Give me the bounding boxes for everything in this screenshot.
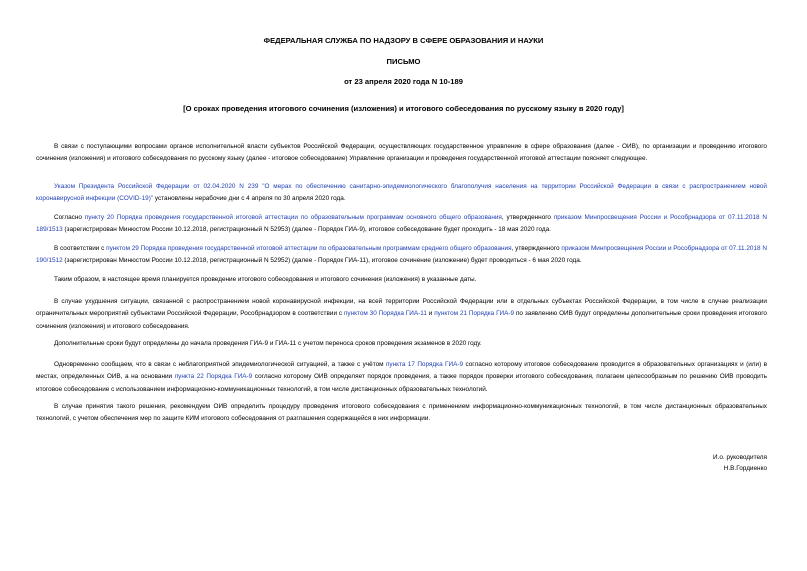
signatory-name: Н.В.Гордиенко: [723, 465, 767, 472]
order-190-1512-link[interactable]: приказом Минпросвещения России и Рособрнадзора от 07.11.2018 N 190/1512: [36, 245, 767, 265]
paragraph-4-text-b: , утвержденного: [511, 245, 562, 252]
paragraph-8: [36, 359, 767, 396]
document-date-number: от 23 апреля 2020 года N 10-189: [344, 77, 463, 86]
gia9-clause-22-link[interactable]: пункта 22 Порядка ГИА-9: [174, 373, 253, 381]
paragraph-8-text-c: согласно которому ОИВ определяет порядок проведения, а также порядок проверки итогового собеседования, полагаем целесообразным по решению ОИВ проводить итоговое собеседование с использованием информационно-коммуникационных технологий, в том числе дистанционных образовательных технологий.: [36, 373, 767, 393]
gia9-clause-20-link[interactable]: пункту 20 Порядка проведения государственной итоговой аттестации по образовательным программам основного общего образования: [84, 214, 502, 221]
order-189-1513-link[interactable]: приказом Минпросвещения России и Рособрнадзора от 07.11.2018 N 189/1513: [36, 214, 767, 234]
paragraph-1: В связи с поступающими вопросами органов исполнительной власти субъектов Российской Федерации, осуществляющих государственное управление в сфере образования (далее - ОИВ), по организации и проведению итогового сочинения (изложения) и итогового собеседования по русскому языку (далее - итоговое собеседование) Управление организации и проведения государственной итоговой аттестации поясняет следующее.: [36, 143, 767, 163]
document-type: ПИСЬМО: [386, 57, 421, 66]
signatory-title: И.о. руководителя: [713, 454, 767, 461]
paragraph-3-text-c: (зарегистрирован Минюстом России 10.12.2018, регистрационный N 52953) (далее - Порядок ГИА-9), итоговое собеседование будет проходить - 18 мая 2020 года.: [62, 226, 551, 234]
paragraph-3-text-a: Согласно: [54, 214, 85, 221]
paragraph-7: Дополнительные сроки будут определены до начала проведения ГИА-9 и ГИА-11 с учетом переноса сроков проведения экзаменов в 2020 году.: [54, 340, 482, 347]
paragraph-6-text-b: и: [426, 310, 435, 318]
paragraph-6: [36, 296, 767, 333]
paragraph-4-text-a: В соответствии с: [54, 245, 107, 252]
paragraph-8-text-b: согласно которому итоговое собеседование проводится в образовательных организациях и (или) в местах, определенных ОИВ, а на основании: [36, 361, 767, 381]
paragraph-6-text-c: по заявлению ОИВ будут определены дополнительные сроки проведения итогового сочинения (изложения) и итогового собеседования.: [36, 310, 767, 330]
paragraph-2-text: установлены нерабочие дни с 4 апреля по 30 апреля 2020 года.: [153, 195, 346, 203]
paragraph-2: [36, 181, 767, 206]
paragraph-8-text-a: Одновременно сообщаем, что в связи с неблагоприятной эпидемиологической ситуацией, а также с учётом: [54, 361, 386, 368]
paragraph-3-text-b: , утвержденного: [501, 214, 554, 221]
paragraph-4: [36, 243, 767, 268]
agency-name: ФЕДЕРАЛЬНАЯ СЛУЖБА ПО НАДЗОРУ В СФЕРЕ ОБРАЗОВАНИЯ И НАУКИ: [263, 36, 544, 45]
paragraph-9: В случае принятия такого решения, рекомендуем ОИВ определить процедуру проведения итогового собеседования с применением информационно-коммуникационных технологий, в том числе дистанционных образовательных технологий, с учетом обеспечения мер по защите КИМ итогового собеседования от разглашения содержащейся в них информации.: [36, 403, 767, 423]
paragraph-6-text-a: В случае ухудшения ситуации, связанной с распространением новой коронавирусной инфекции, на всей территории Российской Федерации или в отдельных субъектах Российской Федерации, в том числе в случае реализации ограничительных мероприятий субъектами Российской Федерации, Рособрнадзором в соответствии с: [36, 298, 767, 318]
gia9-clause-17-link[interactable]: пункта 17 Порядка ГИА-9: [385, 361, 464, 368]
gia11-clause-29-link[interactable]: пунктом 29 Порядка проведения государственной итоговой аттестации по образовательным программам среднего общего образования: [106, 245, 512, 252]
paragraph-4-text-c: (зарегистрирован Минюстом России 10.12.2018, регистрационный N 52952) (далее - Порядок ГИА-11), итоговое сочинение (изложение) будет проводиться - 6 мая 2020 года.: [62, 257, 582, 265]
paragraph-3: [36, 212, 767, 237]
decree-link[interactable]: Указом Президента Российской Федерации от 02.04.2020 N 239 "О мерах по обеспечению санитарно-эпидемиологического благополучия населения на территории Российской Федерации в связи с распространением новой коронавирусной инфекции (COVID-19)": [36, 183, 767, 203]
gia9-clause-21-link[interactable]: пунктом 21 Порядка ГИА-9: [434, 310, 515, 318]
paragraph-5: Таким образом, в настоящее время планируется проведение итогового собеседования и итогового сочинения (изложения) в указанные даты.: [54, 276, 477, 283]
document-subject: [О сроках проведения итогового сочинения (изложения) и итогового собеседования по русскому языку в 2020 году]: [183, 104, 624, 113]
gia11-clause-30-link[interactable]: пунктом 30 Порядка ГИА-11: [343, 310, 427, 318]
